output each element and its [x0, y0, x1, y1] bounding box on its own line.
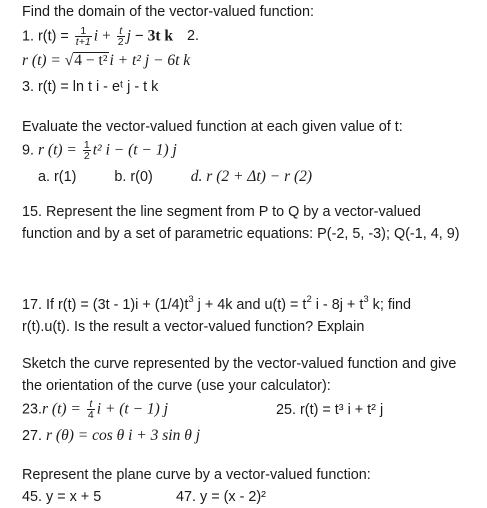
problem-27-line	[22, 426, 200, 446]
problem-23-line	[22, 399, 168, 420]
part-a: a. r(1)	[38, 169, 77, 185]
problem-9-lhs: r (t) =	[38, 141, 77, 159]
problem-2-rest: i + t² j − 6t k	[109, 52, 191, 69]
problem-9-number: 9.	[22, 142, 35, 159]
problem-23-number: 23.	[22, 401, 43, 418]
sqrt-sign: √	[64, 52, 74, 69]
problem-47: 47. y = (x - 2)²	[176, 489, 266, 505]
problem-1-plus: +	[102, 27, 111, 45]
domain-heading: Find the domain of the vector-valued function:	[22, 4, 314, 20]
problem-17-part-a: 17. If r(t) = (3t - 1)i + (1/4)t	[22, 297, 189, 313]
problem-1-j: j	[126, 27, 131, 45]
problem-45: 45. y = x + 5	[22, 489, 102, 505]
problem-1-fraction-1: $\frac{1}{t+1}$	[75, 25, 91, 48]
problem-23-fraction: $\frac{t}{4}$	[87, 398, 94, 421]
part-d: d. r (2 + Δt) − r (2)	[190, 168, 313, 185]
evaluate-heading: Evaluate the vector-valued function at each given value of t:	[22, 119, 403, 135]
problem-2-number: 2.	[187, 28, 200, 45]
problem-1-lhs: r(t) =	[38, 28, 69, 45]
plane-heading: Represent the plane curve by a vector-valued function:	[22, 467, 371, 483]
problem-2-lhs: r (t) =	[22, 52, 61, 69]
problem-9-line	[22, 140, 177, 161]
part-b: b. r(0)	[114, 169, 153, 185]
problem-15: 15. Represent the line segment from P to Q by a vector-valued function and by a set of parametric equations: P(-2, 5, -3); Q(-1, 4, 9)	[22, 204, 460, 242]
problem-23-lhs: r (t) =	[42, 400, 81, 418]
problem-9-parts	[38, 167, 312, 187]
problem-3-line: 3. r(t) = ln t i - eᵗ j - t k	[22, 79, 159, 95]
sketch-heading: Sketch the curve represented by the vector-valued function and give the orientation of the curve (use your calculator):	[22, 356, 457, 394]
problem-2-line	[22, 51, 190, 70]
problem-2-radicand: 4 − t²	[74, 52, 108, 69]
problem-1-fraction-2: $\frac{t}{2}$	[117, 25, 124, 48]
problem-17: 17. If $r(t) = (3t - 1)i + (1/4)t^3$ j + 4k and $u(t) = t^2$ $i - 8j + t^3$ k; find r(t).u(t). Is the result a vector-valued function? Explain	[22, 294, 412, 335]
problem-17-line2: r(t).u(t). Is the result a vector-valued function? Explain	[22, 319, 365, 335]
problem-1-i: i	[93, 27, 98, 45]
problem-23-rest: i + (t − 1) j	[96, 400, 169, 418]
problem-9-fraction: $\frac{1}{2}$	[83, 139, 90, 162]
problem-1-line	[22, 26, 199, 47]
problem-27-rest: r (θ) = cos θ i + 3 sin θ j	[46, 427, 200, 444]
problem-27-number: 27.	[22, 428, 43, 444]
problem-25: 25. r(t) = t³ i + t² j	[276, 402, 384, 418]
problem-9-rest: t² i − (t − 1) j	[92, 141, 177, 159]
problem-1-number: 1.	[22, 28, 35, 45]
problem-1-rest: − 3t k	[134, 27, 174, 45]
